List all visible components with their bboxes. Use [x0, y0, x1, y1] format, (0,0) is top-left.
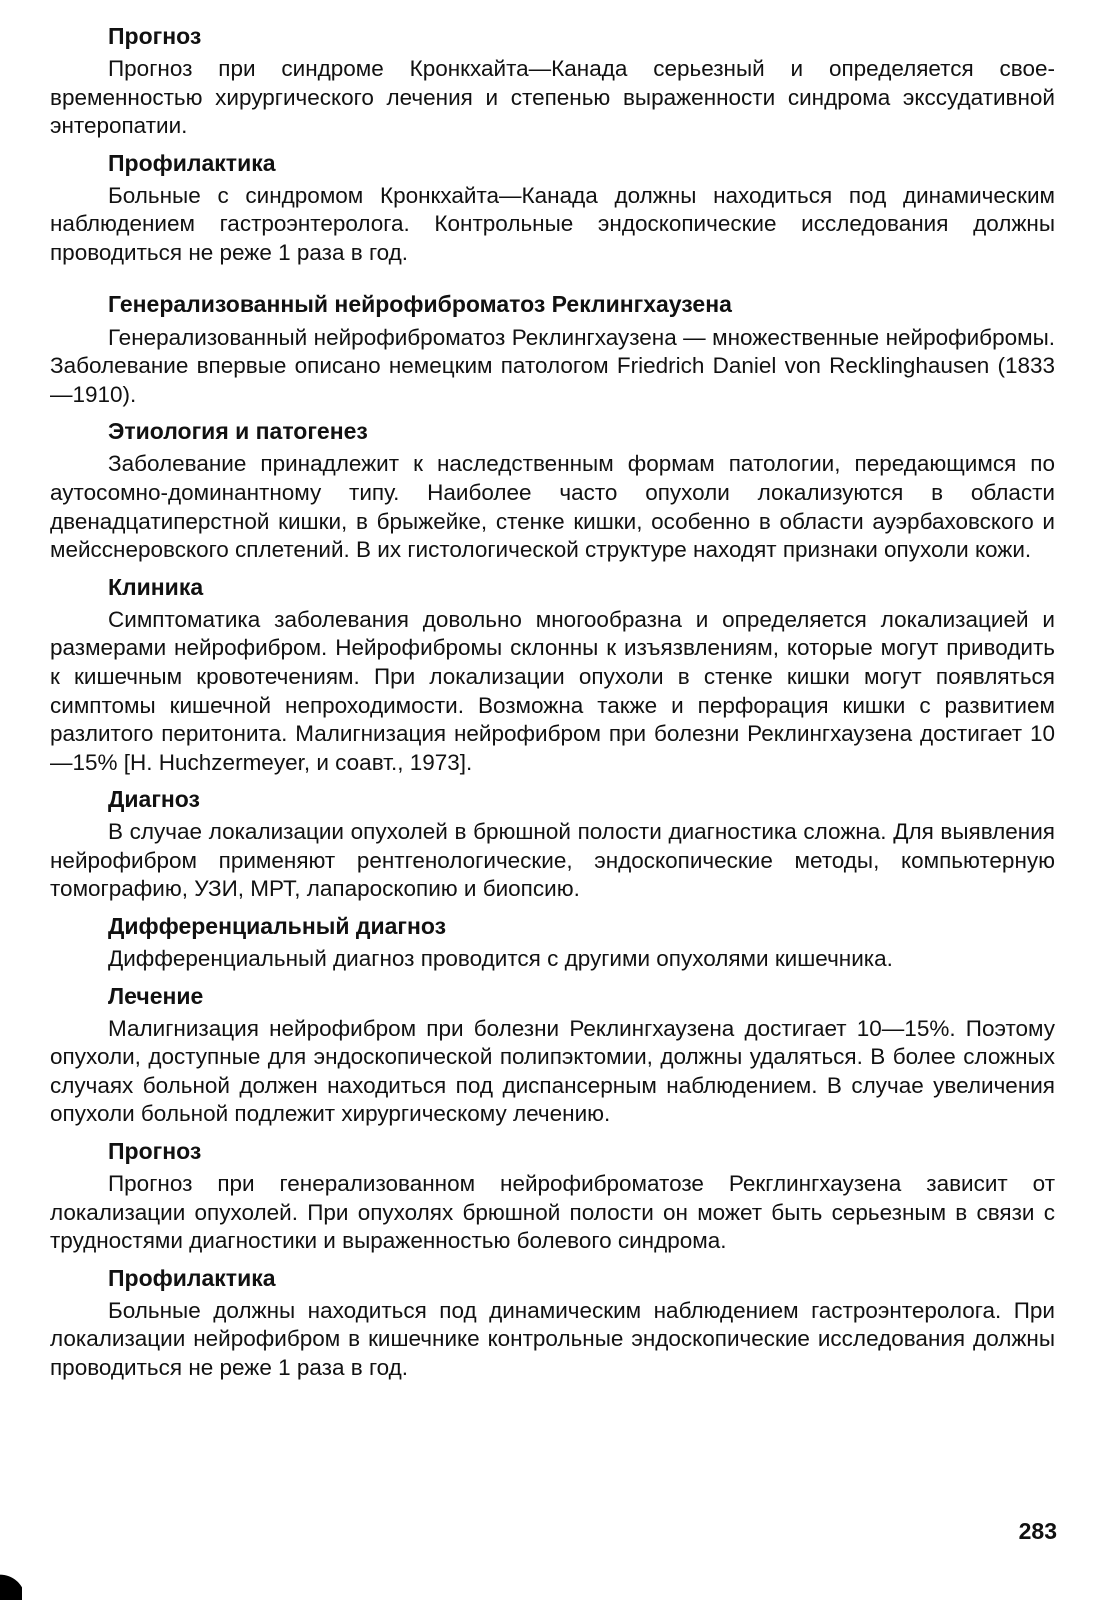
paragraph: В случае локализации опухолей в брюшной полости диагностика сложна. Для выявления нейрофибром применяют рентгенологические, эндоскопические методы, компьютерную томографию, УЗИ, МРТ, лапароскопию и биопсию. [50, 819, 1055, 902]
section-heading: Прогноз [108, 1138, 202, 1165]
section-heading: Дифференциальный диагноз [108, 913, 447, 940]
paragraph: Прогноз при генерализованном нейрофиброматозе Рекглингхаузена зависит от локализации опухолей. При опухолях брюшной полости он может быть серьезным в связи с трудностями диагностики и выраженностью болевого синдрома. [50, 1171, 1055, 1254]
section-heading: Клиника [108, 573, 204, 600]
paragraph: Симптоматика заболевания довольно многообразна и определяется локализацией и размерами нейрофибром. Нейрофибромы склонны к изъязвлениям, которые могут приводить к кишечным кровотечениям. При локализации опухоли в стенке кишки могут появляться симптомы кишечной непроходимости. Возможна также и перфорация кишки с развитием разлитого перитонита. Малигнизация нейрофибром при болезни Реклингхаузена достигает 10—15% [H. Huchzermeyer, и соавт., 1973]. [50, 606, 1055, 775]
paragraph: Дифференциальный диагноз проводится с другими опухолями кишечника. [108, 946, 893, 972]
paragraph: Больные с синдромом Кронкхайта—Канада должны находиться под динамическим наблюдением гастроэнтеролога. Контрольные эндоскопические исследования должны проводиться не реже 1 раза в год. [50, 182, 1055, 265]
paragraph: Заболевание принадлежит к наследственным формам патологии, передающимся по аутосомно-доминантному типу. Наиболее часто опухоли локализуются в области двенадцатиперстной кишки, в брыжейке, стенке кишки, особенно в области ауэрбаховского и мейсснеровского сплетений. В их гистологической структуре находят признаки опухоли кожи. [50, 451, 1055, 563]
section-heading: Профилактика [108, 149, 276, 176]
section-heading: Профилактика [108, 1264, 276, 1291]
section-heading: Диагноз [108, 786, 200, 813]
chapter-heading: Генерализованный нейрофиброматоз Реклингхаузена [108, 290, 732, 317]
paragraph: Больные должны находиться под динамическим наблюдением гастроэнтеролога. При локализации нейрофибром в кишечнике контрольные эндоскопические исследования должны проводиться не реже 1 раза в год. [50, 1297, 1055, 1380]
paragraph: Генерализованный нейрофиброматоз Реклингхаузена — множественные нейрофибромы. Заболевание впервые описано немецким патологом Friedrich Daniel von Recklinghausen (1833—1910). [50, 324, 1055, 407]
section-heading: Этиология и патогенез [108, 418, 368, 445]
page-number: 283 [1018, 1518, 1057, 1544]
section-heading: Прогноз [108, 23, 202, 49]
paragraph: Прогноз при синдроме Кронкхайта—Канада серьезный и определяется своевременностью хирургического лечения и степенью выраженности синдрома экссудативной энтеропатии. [50, 56, 1055, 139]
page-content [50, 20, 1055, 1387]
scan-corner-shadow [0, 1560, 22, 1600]
section-heading: Лечение [108, 982, 204, 1009]
paragraph: Малигнизация нейрофибром при болезни Реклингхаузена достигает 10—15%. Поэтому опухоли, доступные для эндоскопической полипэктомии, должны удаляться. В более сложных случаях больной должен находиться под диспансерным наблюдением. В случае увеличения опухоли больной подлежит хирургическому лечению. [50, 1015, 1055, 1127]
